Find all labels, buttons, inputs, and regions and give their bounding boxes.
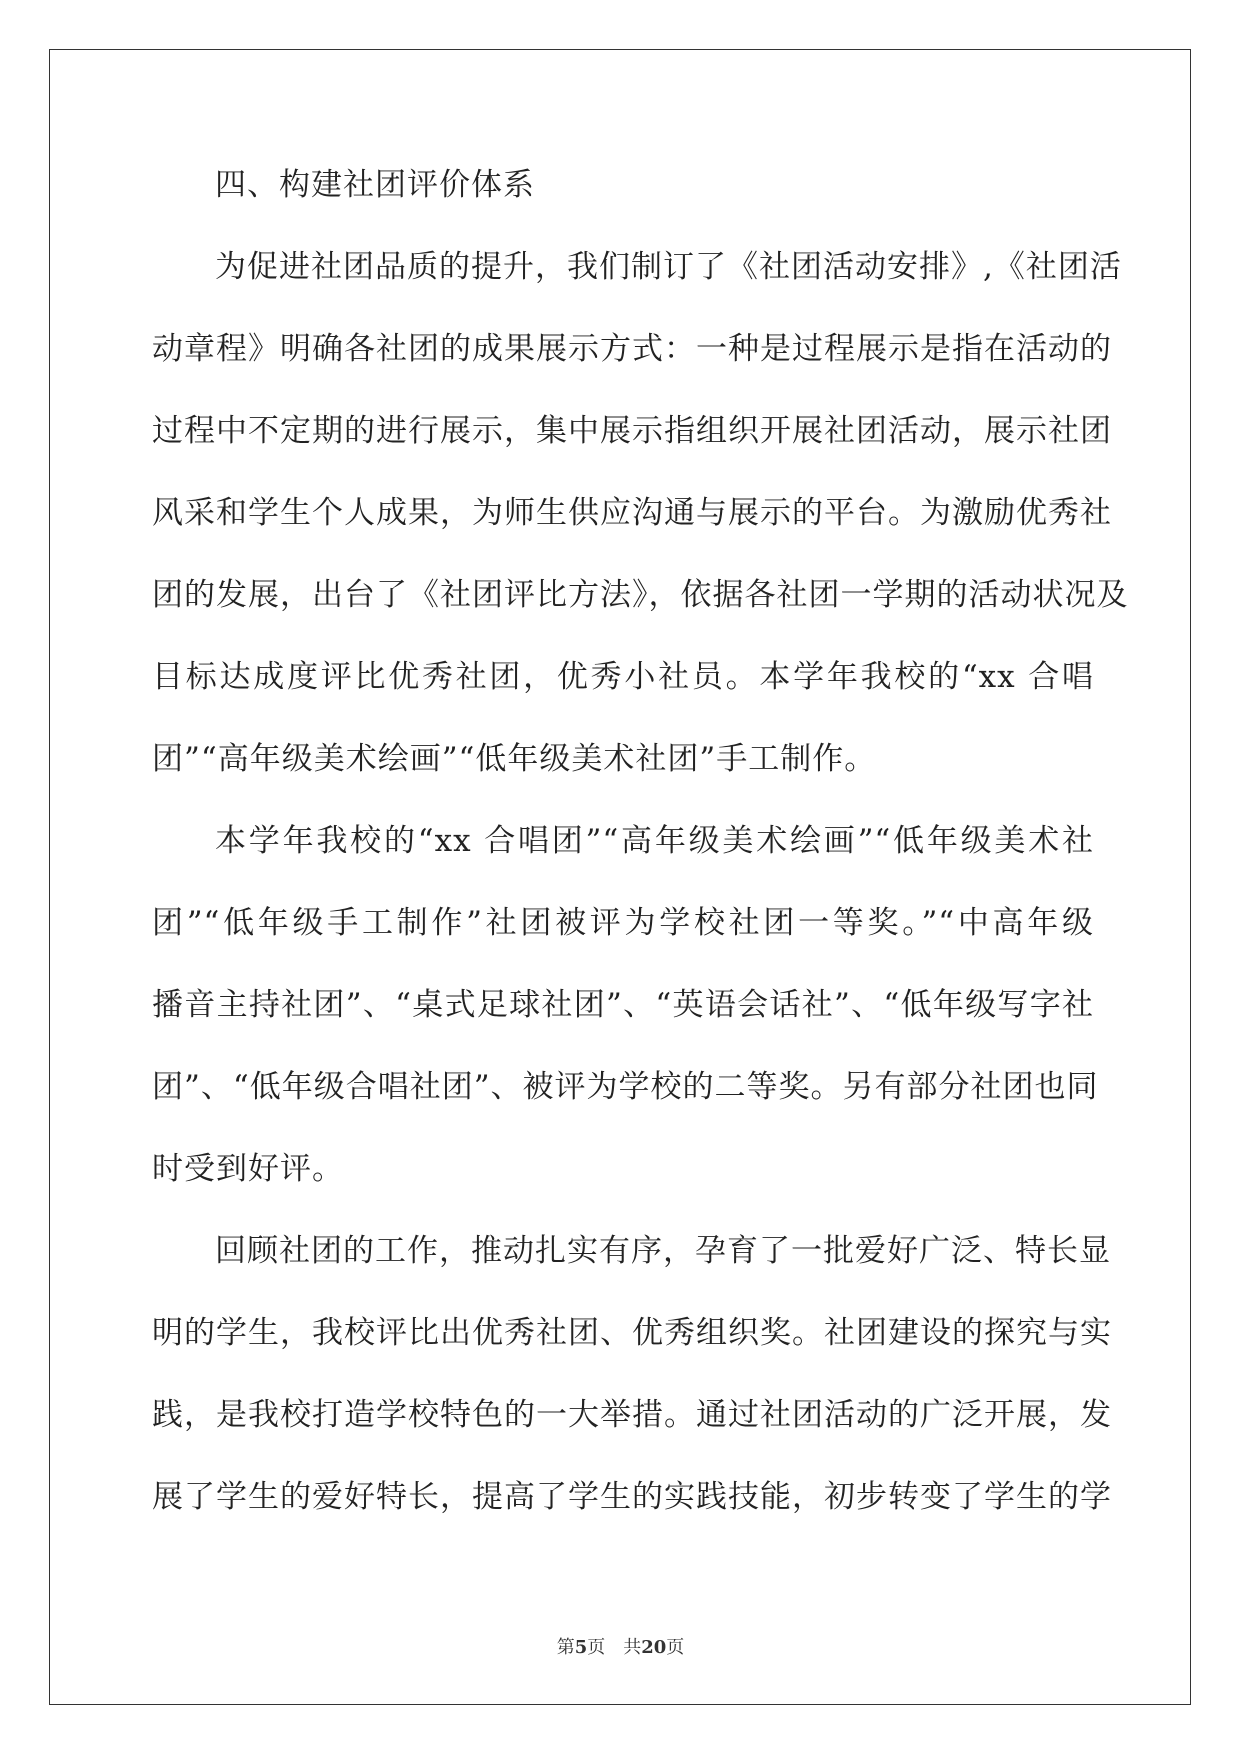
page-label-suffix: 页 [587, 1637, 606, 1658]
paragraph-line: 风采和学生个人成果，为师生供应沟通与展示的平台。为激励优秀社 [152, 495, 1112, 531]
paragraph-line: 播音主持社团”、“桌式足球社团”、“英语会话社”、“低年级写字社 [152, 987, 1094, 1023]
paragraph-line: 践，是我校打造学校特色的一大举措。通过社团活动的广泛开展，发 [152, 1397, 1112, 1433]
page-footer [0, 1633, 1241, 1659]
paragraph-line: 团”、“低年级合唱社团”、被评为学校的二等奖。另有部分社团也同 [152, 1069, 1099, 1105]
paragraph-line: 回顾社团的工作，推动扎实有序，孕育了一批爱好广泛、特长显 [215, 1233, 1111, 1269]
paragraph-line: 团的发展，出台了《社团评比方法》，依据各社团一学期的活动状况及 [152, 577, 1129, 613]
paragraph-line: 过程中不定期的进行展示，集中展示指组织开展社团活动，展示社团 [152, 413, 1112, 449]
paragraph-line: 明的学生，我校评比出优秀社团、优秀组织奖。社团建设的探究与实 [152, 1315, 1112, 1351]
total-pages: 20 [641, 1637, 667, 1658]
total-label-prefix: 共 [623, 1637, 642, 1658]
page-number: 5 [574, 1637, 588, 1658]
paragraph-line: 展了学生的爱好特长，提高了学生的实践技能，初步转变了学生的学 [152, 1479, 1112, 1515]
paragraph-line: 本学年我校的“xx 合唱团”“高年级美术绘画”“低年级美术社 [215, 823, 1094, 859]
paragraph-line: 为促进社团品质的提升，我们制订了《社团活动安排》,《社团活 [215, 249, 1122, 285]
paragraph-line: 目标达成度评比优秀社团，优秀小社员。本学年我校的“xx 合唱 [152, 659, 1094, 695]
page-label-prefix: 第 [556, 1637, 575, 1658]
paragraph-line: 动章程》明确各社团的成果展示方式：一种是过程展示是指在活动的 [152, 331, 1112, 367]
paragraph-line: 团”“高年级美术绘画”“低年级美术社团”手工制作。 [152, 741, 877, 777]
document-body [152, 155, 1129, 1549]
paragraph-line: 时受到好评。 [152, 1151, 344, 1187]
paragraph-line: 团”“低年级手工制作”社团被评为学校社团一等奖。”“中高年级 [152, 905, 1094, 941]
section-heading: 四、构建社团评价体系 [215, 167, 535, 203]
total-label-suffix: 页 [666, 1637, 685, 1658]
